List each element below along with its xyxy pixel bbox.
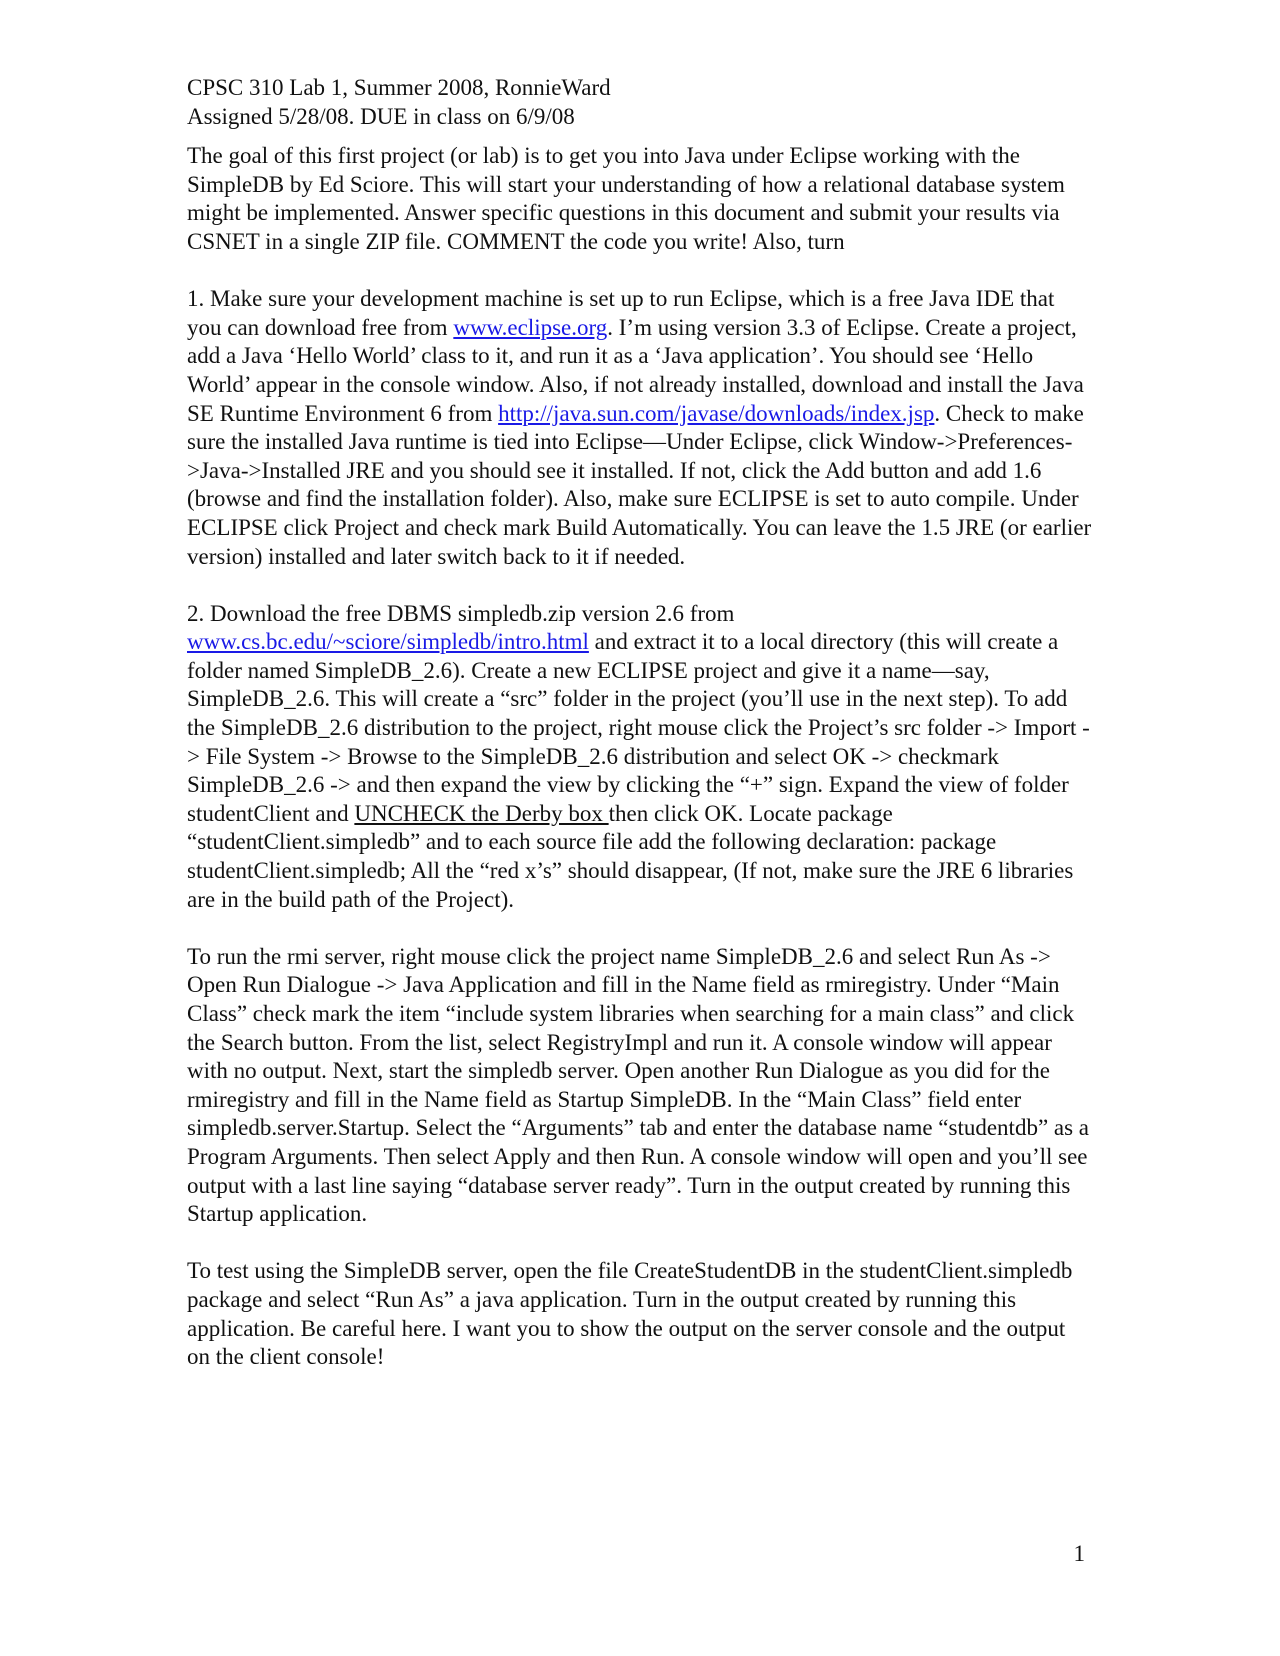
step1-text-b: . I’m using version 3.3 of Eclipse. Create a project, add a Java ‘Hello World’ class to it, and run it as a ‘Java application’. You should see ‘Hello World’ appear in the console window. Also, if not already installed, download and install the Java SE Runtime Environment 6 from — [187, 314, 1084, 426]
step2-paragraph — [187, 600, 1093, 915]
step2-text-b: and extract it to a local directory (this will create a folder named SimpleDB_2.6). Create a new ECLIPSE project and give it a name—say, SimpleDB_2.6. This will create a “src” folder in the project (you’ll use in the next step). To add the SimpleDB_2.6 distribution to the project, right mouse click the Project’s src folder -> Import -> File System -> Browse to the SimpleDB_2.6 distribution and select OK -> checkmark SimpleDB_2.6 -> and then expand the view by clicking the “+” sign. Expand the view of folder studentClient and — [187, 629, 1090, 826]
step2-text-c: then click OK. Locate package “studentClient.simpledb” and to each source file add the following declaration: package studentClient.simpledb; All the “red x’s” should disappear, (If not, make sure the JRE 6 libraries are in the build path of the Project). — [187, 800, 1074, 912]
intro-paragraph: The goal of this first project (or lab) is to get you into Java under Eclipse working with the SimpleDB by Ed Sciore. This will start your understanding of how a relational database system might be implemented. Answer specific questions in this document and submit your results via CSNET in a single ZIP file. COMMENT the code you write! Also, turn — [187, 143, 1065, 254]
document-body — [187, 74, 1093, 1372]
step2-text-a: 2. Download the free DBMS simpledb.zip version 2.6 from — [187, 600, 735, 626]
document-header — [187, 74, 1093, 131]
rmi-paragraph: To run the rmi server, right mouse click the project name SimpleDB_2.6 and select Run As -> Open Run Dialogue -> Java Application and fill in the Name field as rmiregistry. Under “Main Class” check mark the item “include system libraries when searching for a main class” and click the Search button. From the list, select RegistryImpl and run it. A console window will appear with no output. Next, start the simpledb server. Open another Run Dialogue as you did for the rmiregistry and fill in the Name field as Startup SimpleDB. In the “Main Class” field enter simpledb.server.Startup. Select the “Arguments” tab and enter the database name “studentdb” as a Program Arguments. Then select Apply and then Run. A console window will open and you’ll see output with a last line saying “database server ready”. Turn in the output created by running this Startup application. — [187, 943, 1090, 1227]
test-paragraph: To test using the SimpleDB server, open the file CreateStudentDB in the studentClient.simpledb package and select “Run As” a java application. Turn in the output created by running this application. Be careful here. I want you to show the output on the server console and the output on the client console! — [187, 1258, 1073, 1370]
eclipse-link[interactable]: www.eclipse.org — [453, 314, 608, 340]
uncheck-derby-text: UNCHECK the Derby box — [354, 800, 609, 826]
header-course-line: CPSC 310 Lab 1, Summer 2008, RonnieWard — [187, 75, 611, 100]
step1-paragraph — [187, 285, 1093, 571]
page-number: 1 — [1073, 1541, 1085, 1566]
java-download-link[interactable]: http://java.sun.com/javase/downloads/index.jsp — [498, 400, 935, 426]
header-due-line: Assigned 5/28/08. DUE in class on 6/9/08 — [187, 103, 575, 129]
simpledb-link[interactable]: www.cs.bc.edu/~sciore/simpledb/intro.html — [187, 629, 589, 655]
step1-text-c: . Check to make sure the installed Java runtime is tied into Eclipse—Under Eclipse, click Window->Preferences->Java->Installed JRE and you should see it installed. If not, click the Add button and add 1.6 (browse and find the installation folder). Also, make sure ECLIPSE is set to auto compile. Under ECLIPSE click Project and check mark Build Automatically. You can leave the 1.5 JRE (or earlier version) installed and later switch back to it if needed. — [187, 400, 1092, 569]
step1-text-a: 1. Make sure your development machine is set up to run Eclipse, which is a free Java IDE that you can download free from — [187, 286, 1055, 340]
